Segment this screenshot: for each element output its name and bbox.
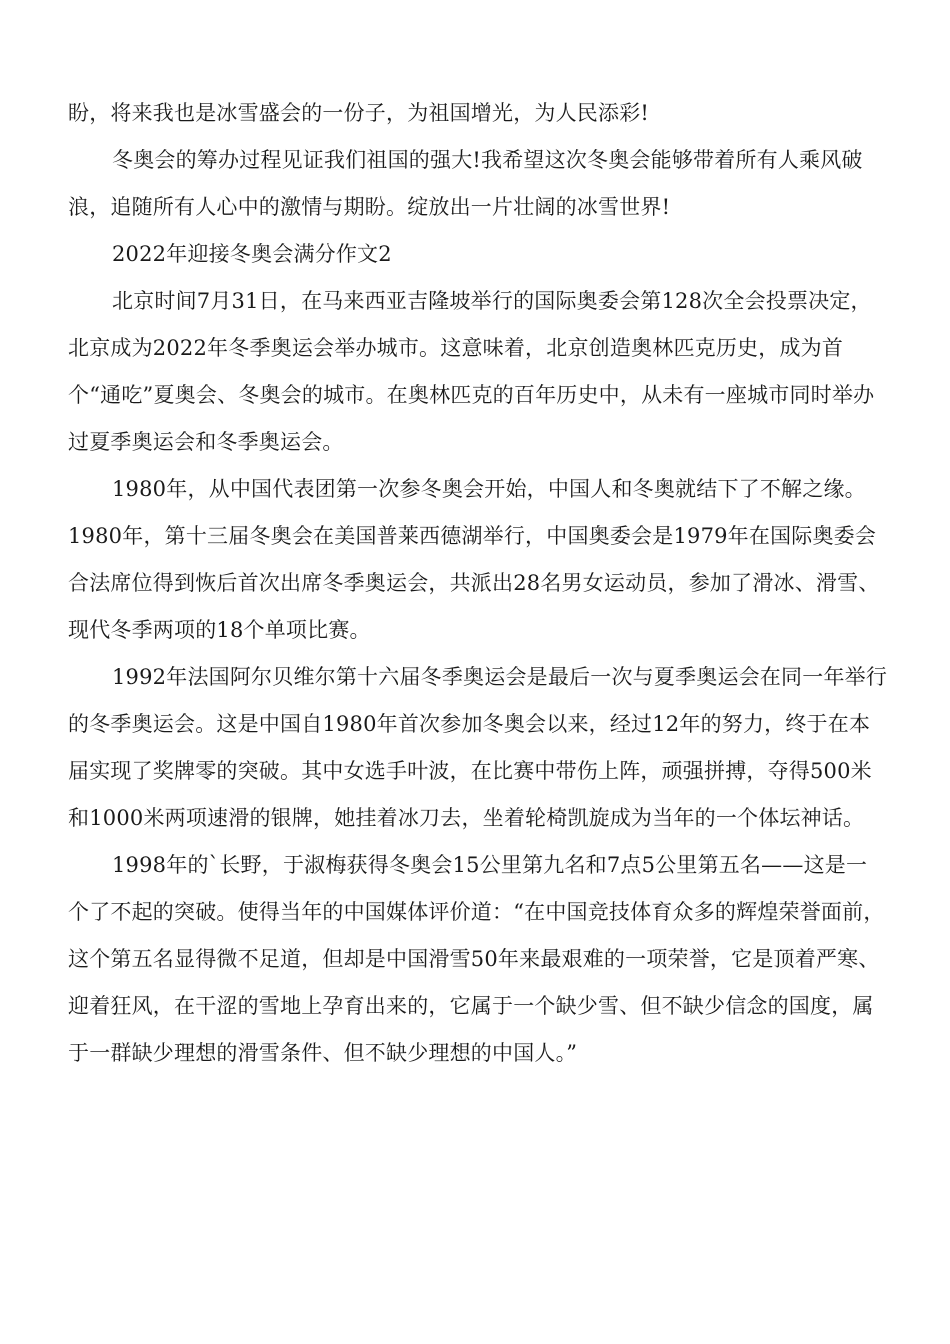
paragraph-beijing-host: 北京时间7月31日，在马来西亚吉隆坡举行的国际奥委会第128次全会投票决定，北京成为2022年冬季奥运会举办城市。这意味着，北京创造奥林匹克历史，成为首个“通吃”夏奥会、冬奥会的城市。在奥林匹克的百年历史中，从未有一座城市同时举办过夏季奥运会和冬季奥运会。 bbox=[68, 289, 875, 454]
paragraph-continuation: 盼，将来我也是冰雪盛会的一份子，为祖国增光，为人民添彩! bbox=[68, 101, 650, 125]
paragraph-olympics-prep: 冬奥会的筹办过程见证我们祖国的强大!我希望这次冬奥会能够带着所有人乘风破浪，追随所有人心中的激情与期盼。绽放出一片壮阔的冰雪世界! bbox=[68, 148, 863, 219]
paragraph-1980: 1980年，从中国代表团第一次参冬奥会开始，中国人和冬奥就结下了不解之缘。 1980年，第十三届冬奥会在美国普莱西德湖举行，中国奥委会是1979年在国际奥委会合法席位得到恢后首次出席冬季奥运会，共派出28名男女运动员，参加了滑冰、滑雪、现代冬季两项的18个单项比赛。 bbox=[68, 477, 880, 642]
paragraph-1992: 1992年法国阿尔贝维尔第十六届冬季奥运会是最后一次与夏季奥运会在同一年举行的冬季奥运会。这是中国自1980年首次参加冬奥会以来，经过12年的努力，终于在本届实现了奖牌零的突破。其中女选手叶波，在比赛中带伤上阵，顽强拼搏，夺得500米和1000米两项速滑的银牌，她挂着冰刀去，坐着轮椅凯旋成为当年的一个体坛神话。 bbox=[68, 665, 888, 830]
essay-title: 2022年迎接冬奥会满分作文2 bbox=[112, 242, 392, 266]
paragraph-1998: 1998年的`长野，于淑梅获得冬奥会15公里第九名和7点5公里第五名——这是一个了不起的突破。使得当年的中国媒体评价道：“在中国竞技体育众多的辉煌荣誉面前，这个第五名显得微不足道，但却是中国滑雪50年来最艰难的一项荣誉，它是顶着严寒、迎着狂风，在干涩的雪地上孕育出来的，它属于一个缺少雪、但不缺少信念的国度，属于一群缺少理想的滑雪条件、但不缺少理想的中国人。” bbox=[68, 853, 885, 1065]
document-body bbox=[68, 90, 888, 1077]
